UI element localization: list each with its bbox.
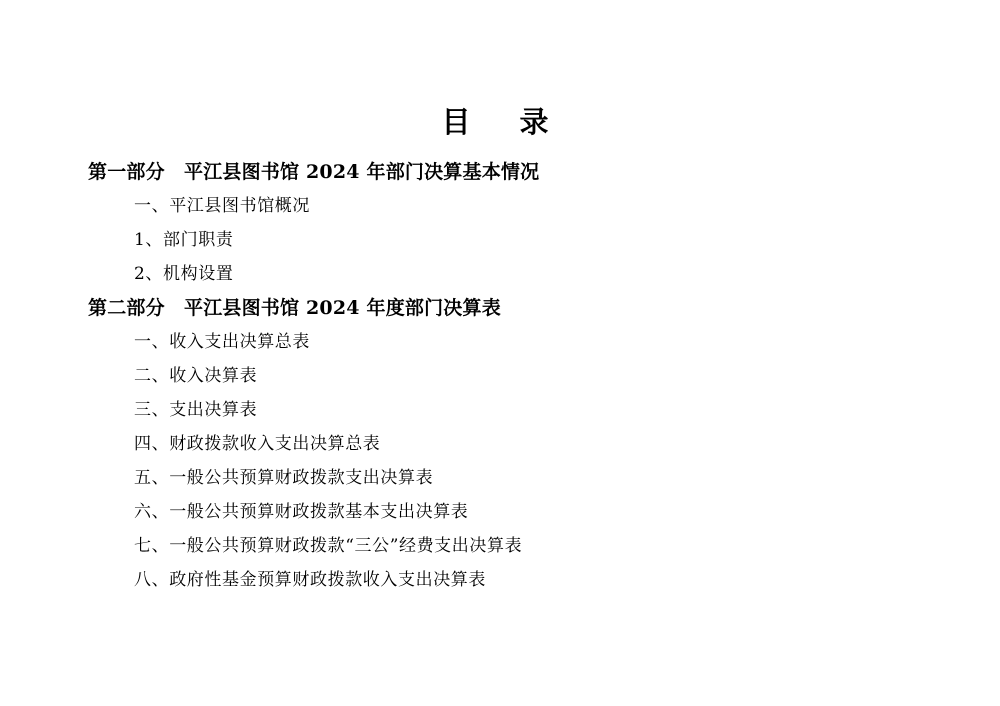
toc-entry-1-2[interactable]: 1、部门职责	[134, 230, 234, 250]
toc-section-heading-2[interactable]: 第二部分 平江县图书馆 2024 年度部门决算表	[88, 297, 501, 319]
table-of-contents	[88, 156, 928, 598]
page-title: 目 录	[441, 105, 559, 139]
toc-entry-2-1[interactable]: 一、收入支出决算总表	[134, 332, 310, 352]
toc-entry-1-3[interactable]: 2、机构设置	[134, 264, 234, 284]
toc-section-heading-1[interactable]: 第一部分 平江县图书馆 2024 年部门决算基本情况	[88, 161, 540, 183]
toc-entry-2-3[interactable]: 三、支出决算表	[134, 400, 258, 420]
toc-entry-2-4[interactable]: 四、财政拨款收入支出决算总表	[134, 434, 381, 454]
toc-entry-2-5[interactable]: 五、一般公共预算财政拨款支出决算表	[134, 468, 434, 488]
toc-entry-2-2[interactable]: 二、收入决算表	[134, 366, 258, 386]
toc-entry-2-6[interactable]: 六、一般公共预算财政拨款基本支出决算表	[134, 502, 469, 522]
toc-entry-2-7[interactable]: 七、一般公共预算财政拨款“三公”经费支出决算表	[134, 536, 523, 556]
toc-entry-1-1[interactable]: 一、平江县图书馆概况	[134, 196, 310, 216]
toc-entry-2-8[interactable]: 八、政府性基金预算财政拨款收入支出决算表	[134, 570, 486, 590]
